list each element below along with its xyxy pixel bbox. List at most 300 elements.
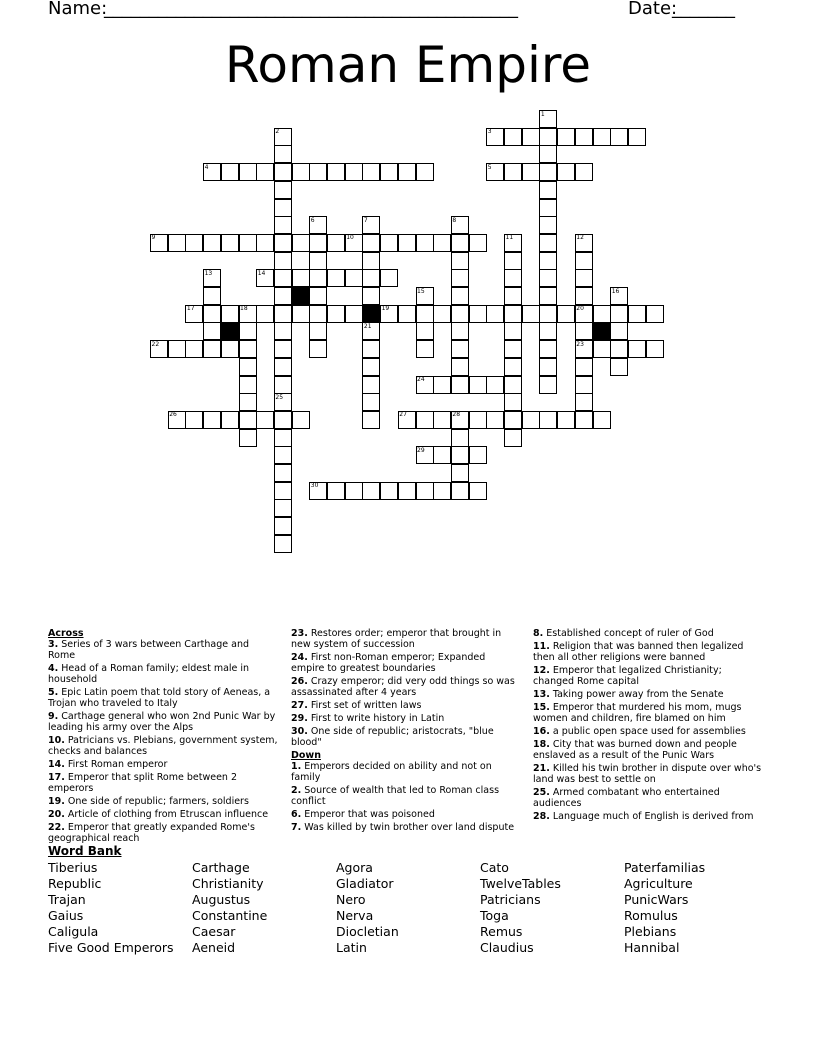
- grid-cell[interactable]: [451, 358, 469, 376]
- grid-cell[interactable]: [539, 287, 557, 305]
- word-bank-item: Gladiator: [336, 876, 394, 891]
- clue-number-label: 23.: [291, 628, 308, 639]
- grid-cell[interactable]: [416, 305, 434, 323]
- grid-cell[interactable]: [309, 216, 327, 234]
- grid-cell[interactable]: [274, 376, 292, 394]
- grid-cell[interactable]: [575, 234, 593, 252]
- clue-number-label: 24.: [291, 652, 308, 663]
- clue: [533, 702, 765, 724]
- clues-column-1: [48, 628, 278, 846]
- grid-cell[interactable]: [309, 163, 327, 181]
- grid-cell[interactable]: [168, 340, 186, 358]
- grid-cell[interactable]: [575, 411, 593, 429]
- clue-number: 7: [363, 216, 368, 224]
- clue-text: Established concept of ruler of God: [546, 628, 714, 639]
- grid-cell[interactable]: [292, 234, 310, 252]
- grid-cell[interactable]: [416, 482, 434, 500]
- clue-text: Was killed by twin brother over land dispute: [304, 822, 515, 833]
- word-bank-item: Romulus: [624, 908, 678, 923]
- grid-cell[interactable]: [451, 340, 469, 358]
- grid-cell[interactable]: [345, 269, 363, 287]
- clue-number-label: 9.: [48, 711, 59, 722]
- clue-number: 22: [151, 340, 160, 348]
- grid-cell[interactable]: [309, 322, 327, 340]
- grid-cell[interactable]: [557, 411, 575, 429]
- grid-cell[interactable]: [239, 358, 257, 376]
- grid-cell[interactable]: [256, 234, 274, 252]
- word-bank-item: Carthage: [192, 860, 250, 875]
- grid-cell[interactable]: [469, 411, 487, 429]
- grid-cell[interactable]: [274, 535, 292, 553]
- grid-cell[interactable]: [327, 234, 345, 252]
- grid-cell[interactable]: [203, 305, 221, 323]
- clue: [533, 689, 765, 700]
- grid-cell[interactable]: [150, 234, 168, 252]
- grid-cell[interactable]: [575, 393, 593, 411]
- grid-cell[interactable]: [203, 322, 221, 340]
- grid-cell[interactable]: [469, 482, 487, 500]
- clue-text: Article of clothing from Etruscan influence: [67, 809, 269, 820]
- word-bank-item: Caesar: [192, 924, 236, 939]
- word-bank-item: Remus: [480, 924, 523, 939]
- grid-cell[interactable]: [221, 163, 239, 181]
- grid-cell[interactable]: [451, 252, 469, 270]
- word-bank-column: [480, 860, 561, 956]
- word-bank-item: Nero: [336, 892, 366, 907]
- grid-cell[interactable]: [610, 128, 628, 146]
- word-bank-column: [48, 860, 174, 956]
- grid-cell[interactable]: [504, 429, 522, 447]
- grid-cell[interactable]: [416, 446, 434, 464]
- grid-cell[interactable]: [504, 252, 522, 270]
- grid-cell[interactable]: [504, 340, 522, 358]
- clue-number: 13: [204, 269, 213, 277]
- grid-cell[interactable]: [593, 340, 611, 358]
- grid-cell[interactable]: [575, 322, 593, 340]
- clue-text: Emperor that murdered his mom, mugs women and children, fire blamed on him: [533, 702, 742, 724]
- grid-cell[interactable]: [274, 287, 292, 305]
- grid-cell[interactable]: [451, 322, 469, 340]
- clue-text: Emperor that greatly expanded Rome's geographical reach: [48, 822, 255, 844]
- grid-cell[interactable]: [309, 287, 327, 305]
- grid-cell[interactable]: [522, 163, 540, 181]
- grid-cell[interactable]: [469, 305, 487, 323]
- grid-cell[interactable]: [504, 411, 522, 429]
- grid-cell[interactable]: [504, 287, 522, 305]
- clue: [48, 735, 278, 757]
- word-bank-item: Latin: [336, 940, 367, 955]
- grid-cell[interactable]: [345, 482, 363, 500]
- clue-number: 24: [417, 376, 425, 383]
- grid-cell[interactable]: [433, 305, 451, 323]
- grid-cell[interactable]: [203, 287, 221, 305]
- clue-number-label: 29.: [291, 713, 308, 724]
- grid-cell[interactable]: [327, 163, 345, 181]
- grid-cell[interactable]: [274, 482, 292, 500]
- grid-cell[interactable]: [221, 305, 239, 323]
- grid-cell[interactable]: [575, 305, 593, 323]
- grid-cell[interactable]: [327, 305, 345, 323]
- clue-number: 17: [186, 305, 195, 313]
- grid-cell[interactable]: [398, 411, 416, 429]
- grid-cell[interactable]: [221, 234, 239, 252]
- grid-cell[interactable]: [522, 128, 540, 146]
- word-bank-item: Cato: [480, 860, 509, 875]
- grid-cell[interactable]: [451, 446, 469, 464]
- grid-cell[interactable]: [504, 393, 522, 411]
- grid-cell[interactable]: [416, 340, 434, 358]
- word-bank-item: Constantine: [192, 908, 268, 923]
- grid-cell[interactable]: [539, 234, 557, 252]
- grid-cell[interactable]: [486, 411, 504, 429]
- grid-cell[interactable]: [309, 252, 327, 270]
- grid-cell[interactable]: [292, 305, 310, 323]
- grid-cell[interactable]: [575, 163, 593, 181]
- grid-cell[interactable]: [416, 411, 434, 429]
- grid-cell[interactable]: [185, 340, 203, 358]
- grid-cell[interactable]: [522, 305, 540, 323]
- grid-cell[interactable]: [274, 199, 292, 217]
- grid-cell[interactable]: [575, 358, 593, 376]
- grid-cell[interactable]: [539, 163, 557, 181]
- clue-text: Taking power away from the Senate: [552, 689, 724, 700]
- grid-cell[interactable]: [362, 322, 380, 340]
- word-bank-item: Hannibal: [624, 940, 680, 955]
- date-blank[interactable]: _______: [672, 0, 735, 19]
- grid-cell[interactable]: [451, 429, 469, 447]
- grid-cell[interactable]: [539, 411, 557, 429]
- grid-cell[interactable]: [274, 269, 292, 287]
- grid-cell[interactable]: [203, 340, 221, 358]
- clue: [48, 687, 278, 709]
- grid-cell[interactable]: [274, 305, 292, 323]
- grid-cell[interactable]: [168, 411, 186, 429]
- grid-cell[interactable]: [274, 252, 292, 270]
- clue-text: Restores order; emperor that brought in new system of succession: [291, 628, 502, 650]
- clue-number-label: 13.: [533, 689, 550, 700]
- grid-cell[interactable]: [256, 411, 274, 429]
- grid-cell[interactable]: [274, 163, 292, 181]
- clue: [533, 787, 765, 809]
- grid-cell[interactable]: [451, 376, 469, 394]
- grid-cell[interactable]: [646, 340, 664, 358]
- clue-number: 11: [505, 234, 514, 242]
- grid-cell[interactable]: [274, 322, 292, 340]
- grid-cell[interactable]: [362, 287, 380, 305]
- grid-cell[interactable]: [539, 376, 557, 394]
- grid-cell[interactable]: [256, 305, 274, 323]
- black-cell: [593, 322, 611, 340]
- grid-cell[interactable]: [398, 305, 416, 323]
- grid-cell[interactable]: [610, 287, 628, 305]
- grid-cell[interactable]: [185, 234, 203, 252]
- grid-cell[interactable]: [451, 216, 469, 234]
- grid-cell[interactable]: [451, 305, 469, 323]
- grid-cell[interactable]: [557, 305, 575, 323]
- grid-cell[interactable]: [433, 376, 451, 394]
- grid-cell[interactable]: [239, 305, 257, 323]
- grid-cell[interactable]: [274, 358, 292, 376]
- grid-cell[interactable]: [362, 216, 380, 234]
- clue: [291, 822, 519, 833]
- word-bank-item: Agriculture: [624, 876, 693, 891]
- grid-cell[interactable]: [274, 429, 292, 447]
- grid-cell[interactable]: [416, 376, 434, 394]
- grid-cell[interactable]: [203, 163, 221, 181]
- grid-cell[interactable]: [185, 411, 203, 429]
- grid-cell[interactable]: [362, 376, 380, 394]
- grid-cell[interactable]: [274, 234, 292, 252]
- grid-cell[interactable]: [309, 234, 327, 252]
- grid-cell[interactable]: [239, 393, 257, 411]
- grid-cell[interactable]: [469, 376, 487, 394]
- grid-cell[interactable]: [274, 446, 292, 464]
- name-blank[interactable]: ______________________________________________: [104, 0, 518, 19]
- grid-cell[interactable]: [504, 163, 522, 181]
- grid-cell[interactable]: [274, 340, 292, 358]
- clue-text: Carthage general who won 2nd Punic War by leading his army over the Alps: [48, 711, 276, 733]
- grid-cell[interactable]: [504, 376, 522, 394]
- grid-cell[interactable]: [362, 252, 380, 270]
- grid-cell[interactable]: [362, 269, 380, 287]
- grid-cell[interactable]: [451, 464, 469, 482]
- clue-text: First to write history in Latin: [310, 713, 445, 724]
- grid-cell[interactable]: [451, 411, 469, 429]
- grid-cell[interactable]: [362, 393, 380, 411]
- grid-cell[interactable]: [274, 411, 292, 429]
- grid-cell[interactable]: [433, 411, 451, 429]
- grid-cell[interactable]: [362, 482, 380, 500]
- grid-cell[interactable]: [398, 234, 416, 252]
- grid-cell[interactable]: [610, 305, 628, 323]
- grid-cell[interactable]: [433, 482, 451, 500]
- grid-cell[interactable]: [416, 322, 434, 340]
- clue-text: Religion that was banned then legalized then all other religions were banned: [533, 641, 744, 663]
- grid-cell[interactable]: [274, 517, 292, 535]
- grid-cell[interactable]: [539, 199, 557, 217]
- grid-cell[interactable]: [380, 269, 398, 287]
- grid-cell[interactable]: [292, 411, 310, 429]
- grid-cell[interactable]: [416, 234, 434, 252]
- grid-cell[interactable]: [575, 376, 593, 394]
- grid-cell[interactable]: [274, 145, 292, 163]
- grid-cell[interactable]: [539, 181, 557, 199]
- grid-cell[interactable]: [433, 234, 451, 252]
- clue-number-label: 12.: [533, 665, 550, 676]
- clue-number: 23: [576, 340, 584, 348]
- grid-cell[interactable]: [522, 411, 540, 429]
- grid-cell[interactable]: [380, 234, 398, 252]
- clue: [291, 785, 519, 807]
- grid-cell[interactable]: [628, 340, 646, 358]
- grid-cell[interactable]: [239, 411, 257, 429]
- grid-cell[interactable]: [593, 411, 611, 429]
- grid-cell[interactable]: [327, 482, 345, 500]
- grid-cell[interactable]: [309, 305, 327, 323]
- clue: [291, 652, 519, 674]
- grid-cell[interactable]: [539, 128, 557, 146]
- grid-cell[interactable]: [539, 340, 557, 358]
- grid-cell[interactable]: [168, 234, 186, 252]
- grid-cell[interactable]: [557, 163, 575, 181]
- grid-cell[interactable]: [539, 216, 557, 234]
- grid-cell[interactable]: [539, 252, 557, 270]
- clue: [48, 772, 278, 794]
- grid-cell[interactable]: [504, 358, 522, 376]
- clue-number: 1: [540, 110, 545, 118]
- grid-cell[interactable]: [239, 429, 257, 447]
- grid-cell[interactable]: [539, 110, 557, 128]
- grid-cell[interactable]: [539, 305, 557, 323]
- grid-cell[interactable]: [362, 340, 380, 358]
- grid-cell[interactable]: [398, 482, 416, 500]
- grid-cell[interactable]: [628, 305, 646, 323]
- grid-cell[interactable]: [451, 234, 469, 252]
- grid-cell[interactable]: [628, 128, 646, 146]
- grid-cell[interactable]: [451, 287, 469, 305]
- grid-cell[interactable]: [416, 287, 434, 305]
- grid-cell[interactable]: [203, 411, 221, 429]
- grid-cell[interactable]: [203, 234, 221, 252]
- grid-cell[interactable]: [504, 269, 522, 287]
- clue-number-label: 30.: [291, 726, 308, 737]
- grid-cell[interactable]: [239, 322, 257, 340]
- grid-cell[interactable]: [610, 358, 628, 376]
- clue-text: Emperor that split Rome between 2 emperors: [48, 772, 238, 794]
- grid-cell[interactable]: [221, 340, 239, 358]
- grid-cell[interactable]: [239, 376, 257, 394]
- grid-cell[interactable]: [256, 269, 274, 287]
- grid-cell[interactable]: [362, 411, 380, 429]
- clues-column-3: [533, 628, 765, 824]
- grid-cell[interactable]: [380, 305, 398, 323]
- clue-number: 12: [576, 234, 584, 242]
- grid-cell[interactable]: [575, 269, 593, 287]
- grid-cell[interactable]: [239, 340, 257, 358]
- grid-cell[interactable]: [274, 393, 292, 411]
- grid-cell[interactable]: [309, 340, 327, 358]
- grid-cell[interactable]: [451, 482, 469, 500]
- clue-number-label: 6.: [291, 809, 302, 820]
- grid-cell[interactable]: [433, 446, 451, 464]
- grid-cell[interactable]: [309, 482, 327, 500]
- clue-number-label: 28.: [533, 811, 550, 822]
- word-bank-item: TwelveTables: [480, 876, 561, 891]
- word-bank-item: PunicWars: [624, 892, 689, 907]
- grid-cell[interactable]: [292, 163, 310, 181]
- grid-cell[interactable]: [309, 269, 327, 287]
- clue: [291, 628, 519, 650]
- grid-cell[interactable]: [557, 128, 575, 146]
- grid-cell[interactable]: [380, 482, 398, 500]
- grid-cell[interactable]: [486, 128, 504, 146]
- grid-cell[interactable]: [185, 305, 203, 323]
- grid-cell[interactable]: [486, 163, 504, 181]
- clue-text: One side of republic; aristocrats, "blue blood": [291, 726, 494, 748]
- grid-cell[interactable]: [539, 145, 557, 163]
- grid-cell[interactable]: [610, 322, 628, 340]
- grid-cell[interactable]: [575, 128, 593, 146]
- grid-cell[interactable]: [345, 163, 363, 181]
- grid-cell[interactable]: [292, 269, 310, 287]
- grid-cell[interactable]: [362, 234, 380, 252]
- clue-number-label: 8.: [533, 628, 544, 639]
- clue-text: Emperor that legalized Christianity; changed Rome capital: [533, 665, 722, 687]
- grid-cell[interactable]: [274, 464, 292, 482]
- grid-cell[interactable]: [504, 234, 522, 252]
- grid-cell[interactable]: [539, 322, 557, 340]
- grid-cell[interactable]: [327, 269, 345, 287]
- grid-cell[interactable]: [593, 128, 611, 146]
- word-bank-item: Diocletian: [336, 924, 399, 939]
- clue: [48, 822, 278, 844]
- grid-cell[interactable]: [504, 128, 522, 146]
- grid-cell[interactable]: [150, 340, 168, 358]
- grid-cell[interactable]: [486, 305, 504, 323]
- grid-cell[interactable]: [469, 446, 487, 464]
- grid-cell[interactable]: [469, 234, 487, 252]
- grid-cell[interactable]: [575, 340, 593, 358]
- clue: [533, 665, 765, 687]
- grid-cell[interactable]: [593, 305, 611, 323]
- grid-cell[interactable]: [416, 163, 434, 181]
- clue-number: 20: [576, 305, 584, 313]
- grid-cell[interactable]: [575, 252, 593, 270]
- clue-text: Emperor that was poisoned: [304, 809, 435, 820]
- grid-cell[interactable]: [504, 322, 522, 340]
- grid-cell[interactable]: [239, 163, 257, 181]
- clue-number: 2: [275, 128, 280, 136]
- grid-cell[interactable]: [486, 376, 504, 394]
- grid-cell[interactable]: [239, 234, 257, 252]
- word-bank-item: Claudius: [480, 940, 534, 955]
- grid-cell[interactable]: [256, 163, 274, 181]
- grid-cell[interactable]: [575, 287, 593, 305]
- grid-cell[interactable]: [203, 269, 221, 287]
- clue: [48, 759, 278, 770]
- grid-cell[interactable]: [362, 163, 380, 181]
- grid-cell[interactable]: [398, 163, 416, 181]
- grid-cell[interactable]: [345, 234, 363, 252]
- grid-cell[interactable]: [610, 340, 628, 358]
- grid-cell[interactable]: [221, 411, 239, 429]
- clue-number-label: 5.: [48, 687, 59, 698]
- grid-cell[interactable]: [539, 269, 557, 287]
- clue: [533, 726, 765, 737]
- grid-cell[interactable]: [274, 128, 292, 146]
- page-title: Roman Empire: [224, 36, 592, 94]
- word-bank-item: Nerva: [336, 908, 374, 923]
- clue-number: 9: [151, 234, 156, 242]
- grid-cell[interactable]: [345, 305, 363, 323]
- grid-cell[interactable]: [274, 216, 292, 234]
- grid-cell[interactable]: [451, 269, 469, 287]
- grid-cell[interactable]: [539, 358, 557, 376]
- clue-number: 3: [487, 128, 492, 136]
- grid-cell[interactable]: [274, 181, 292, 199]
- clue-number: 15: [417, 287, 425, 295]
- grid-cell[interactable]: [362, 358, 380, 376]
- word-bank-item: Tiberius: [48, 860, 98, 875]
- grid-cell[interactable]: [380, 163, 398, 181]
- word-bank-column: [336, 860, 399, 956]
- grid-cell[interactable]: [504, 305, 522, 323]
- word-bank-item: Republic: [48, 876, 102, 891]
- clue-text: Emperors decided on ability and not on family: [291, 761, 492, 783]
- grid-cell[interactable]: [646, 305, 664, 323]
- grid-cell[interactable]: [274, 499, 292, 517]
- clue-number: 21: [363, 322, 372, 330]
